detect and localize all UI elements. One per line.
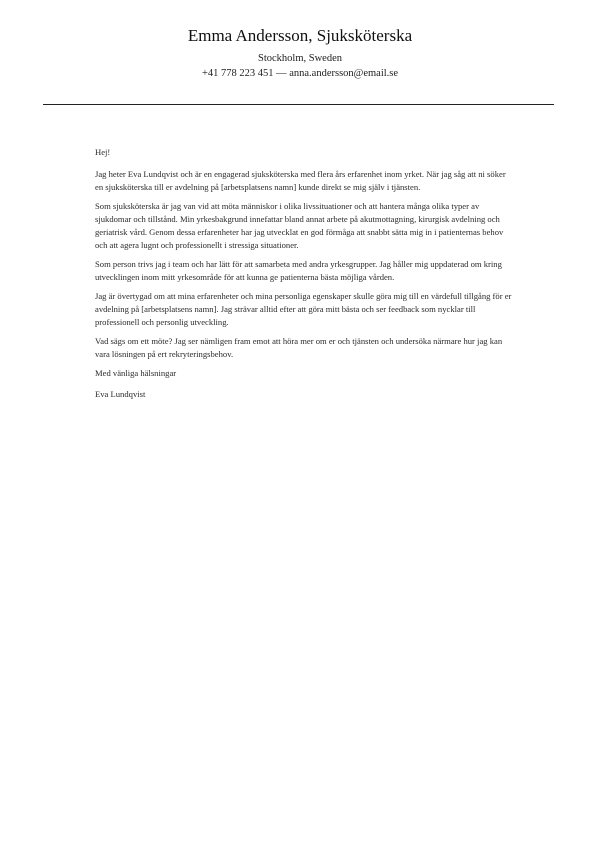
letter-signature: Eva Lundqvist — [95, 389, 146, 400]
applicant-location: Stockholm, Sweden — [258, 53, 342, 64]
letter-paragraph: Jag heter Eva Lundqvist och är en engagerad sjuksköterska med flera års erfarenhet inom yrket. När jag såg att ni söker en sjuksköterska till er avdelning på [arbetsplatsens namn] kunde direkt se mig själv i tjänsten. — [95, 168, 506, 192]
letter-greeting: Hej! — [95, 147, 111, 157]
letter-paragraph: Som person trivs jag i team och har lätt för att samarbeta med andra yrkesgrupper. Jag håller mig uppdaterad om kring utvecklingen inom mitt yrkesområde för att kunna ge patienterna bästa möjliga vården. — [95, 259, 502, 283]
letter-paragraph: Som sjuksköterska är jag van vid att möta människor i olika livssituationer och att hantera många olika typer av sjukdomar och tillstånd. Min yrkesbakgrund innefattar bland annat arbete på akutmottagning, kirurgisk avdelning och geriatrisk vård. Genom dessa erfarenheter har jag utvecklat en god förmåga att snabbt sätta mig in i patienternas behov och att agera lugnt och professionellt i stressiga situationer. — [95, 200, 504, 251]
letter-closing: Med vänliga hälsningar — [95, 368, 177, 379]
letter-paragraph: Jag är övertygad om att mina erfarenheter och mina personliga egenskaper skulle göra mig till en värdefull tillgång för er avdelning på [arbetsplatsens namn]. Jag strävar alltid efter att göra mitt bästa och ser feedback som nycklar till professionell och personlig utveckling. — [95, 291, 512, 328]
applicant-contact: +41 778 223 451 — anna.andersson@email.se — [201, 68, 399, 79]
letter-paragraph: Vad sägs om ett möte? Jag ser nämligen fram emot att höra mer om er och tjänsten och undersöka närmare hur jag kan vara lösningen på ert rekryteringsbehov. — [95, 336, 503, 360]
applicant-name: Emma Andersson, Sjuksköterska — [187, 26, 413, 45]
letter-header — [0, 25, 600, 81]
header-divider — [43, 104, 554, 105]
letter-body — [95, 146, 515, 407]
